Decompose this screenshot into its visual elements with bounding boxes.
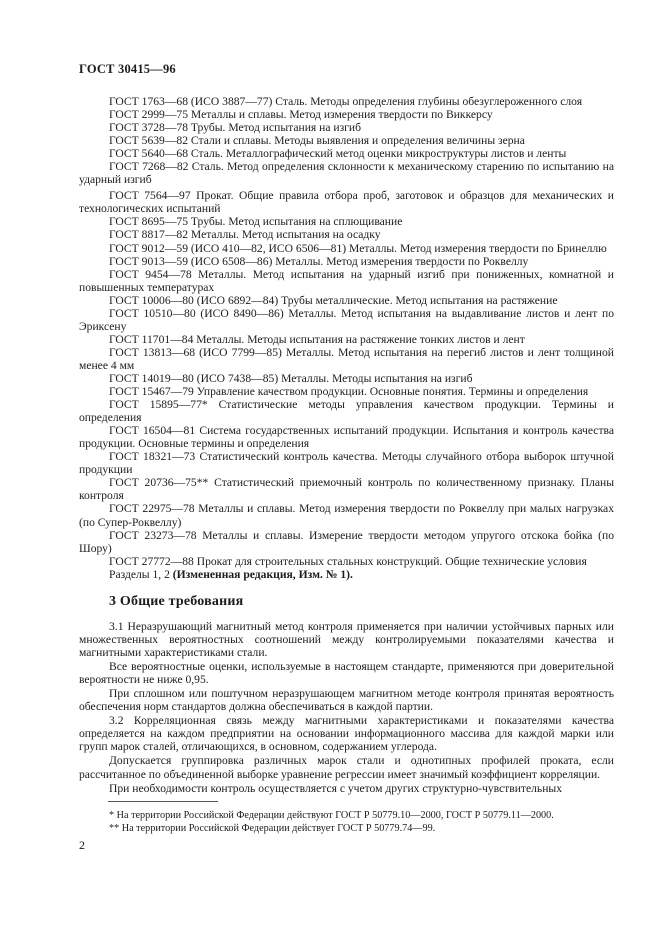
reference-item: ГОСТ 7268—82 Сталь. Метод определения склонности к механическому старению по испытанию на ударный изгиб <box>79 160 614 187</box>
reference-item: ГОСТ 14019—80 (ИСО 7438—85) Металлы. Методы испытания на изгиб <box>109 371 473 385</box>
section-title: 3 Общие требования <box>109 594 244 609</box>
reference-item: ГОСТ 10510—80 (ИСО 8490—86) Металлы. Метод испытания на выдавливание листов и лент по Эриксену <box>79 306 614 333</box>
footnote-divider <box>108 801 218 802</box>
reference-item: ГОСТ 23273—78 Металлы и сплавы. Измерение твердости методом упругого отскока бойка (по Шору) <box>79 528 614 555</box>
body-paragraph: Все вероятностные оценки, используемые в настоящем стандарте, применяются при доверительной вероятности не ниже 0,95. <box>79 660 614 687</box>
reference-item: ГОСТ 13813—68 (ИСО 7799—85) Металлы. Метод испытания на перегиб листов и лент толщиной менее 4 мм <box>79 345 614 372</box>
page-header: ГОСТ 30415—96 <box>79 62 176 76</box>
reference-item: ГОСТ 15895—77* Статистические методы управления качеством продукции. Термины и определения <box>79 398 614 425</box>
reference-item: ГОСТ 3728—78 Трубы. Метод испытания на изгиб <box>109 121 362 135</box>
reference-item: ГОСТ 9012—59 (ИСО 410—82, ИСО 6506—81) Металлы. Метод измерения твердости по Бринеллю <box>109 241 607 255</box>
reference-item: ГОСТ 8817—82 Металлы. Метод испытания на осадку <box>109 228 381 242</box>
reference-item: ГОСТ 10006—80 (ИСО 6892—84) Трубы металлические. Метод испытания на растяжение <box>109 293 558 307</box>
page-number: 2 <box>79 838 85 852</box>
footnotes <box>79 809 614 835</box>
reference-item: ГОСТ 5639—82 Стали и сплавы. Методы выявления и определения величины зерна <box>109 134 525 148</box>
footnote: * На территории Российской Федерации действуют ГОСТ Р 50779.10—2000, ГОСТ Р 50779.11—2000. <box>109 810 554 821</box>
reference-item: ГОСТ 8695—75 Трубы. Метод испытания на сплющивание <box>109 215 403 229</box>
reference-item: ГОСТ 20736—75** Статистический приемочный контроль по количественному признаку. Планы контроля <box>79 476 614 503</box>
reference-item: ГОСТ 27772—88 Прокат для строительных стальных конструкций. Общие технические условия <box>109 554 587 568</box>
reference-item: ГОСТ 9013—59 (ИСО 6508—86) Металлы. Метод измерения твердости по Роквеллу <box>109 254 529 268</box>
reference-item: ГОСТ 1763—68 (ИСО 3887—77) Сталь. Методы определения глубины обезуглероженного слоя <box>109 95 583 108</box>
normative-references-list <box>79 95 614 581</box>
reference-item: ГОСТ 9454—78 Металлы. Метод испытания на ударный изгиб при пониженных, комнатной и повышенных температурах <box>79 267 614 294</box>
reference-item: ГОСТ 18321—73 Статистический контроль качества. Методы случайного отбора выборок штучной продукции <box>79 450 614 477</box>
reference-item: ГОСТ 16504—81 Система государственных испытаний продукции. Испытания и контроль качества продукции. Основные термины и определения <box>79 424 614 451</box>
body-paragraph: При необходимости контроль осуществляется с учетом других структурно-чувствительных <box>109 781 563 795</box>
footnote: ** На территории Российской Федерации действует ГОСТ Р 50779.74—99. <box>109 823 436 834</box>
body-paragraph: Допускается группировка различных марок стали и однотипных профилей проката, если рассчитанное по объединенной выборке уравнение регрессии имеет значимый коэффициент корреляции. <box>79 754 614 781</box>
amendment-note <box>79 568 614 581</box>
reference-item: ГОСТ 5640—68 Сталь. Металлографический метод оценки микроструктуры листов и ленты <box>109 147 567 161</box>
amendment-prefix: Разделы 1, 2 <box>109 567 173 581</box>
reference-item: ГОСТ 22975—78 Металлы и сплавы. Метод измерения твердости по Роквеллу при малых нагрузках (по Супер-Роквеллу) <box>79 502 614 529</box>
amendment-bold: (Измененная редакция, Изм. № 1). <box>172 567 353 581</box>
body-paragraph: 3.1 Неразрушающий магнитный метод контроля применяется при наличии устойчивых парных или множественных вероятностных соотношений между контролируемыми показателями качества и магнитными характеристиками стали. <box>79 620 614 660</box>
body-paragraph: 3.2 Корреляционная связь между магнитными характеристиками и показателями качества определяется на каждом предприятии на основании информационного массива для каждой марки или групп марок сталей, отличающихся, в основном, содержанием углерода. <box>79 714 614 754</box>
reference-item: ГОСТ 15467—79 Управление качеством продукции. Основные понятия. Термины и определения <box>109 385 589 399</box>
reference-item: ГОСТ 7564—97 Прокат. Общие правила отбора проб, заготовок и образцов для механических и технологических испытаний <box>79 189 614 216</box>
section-body <box>79 619 614 795</box>
body-paragraph: При сплошном или поштучном неразрушающем магнитном методе контроля принятая вероятность обеспечения норм стандартов должна обеспечиваться в каждой партии. <box>79 687 614 714</box>
reference-item: ГОСТ 2999—75 Металлы и сплавы. Метод измерения твердости по Виккерсу <box>109 108 493 122</box>
reference-item: ГОСТ 11701—84 Металлы. Методы испытания на растяжение тонких листов и лент <box>109 332 525 346</box>
